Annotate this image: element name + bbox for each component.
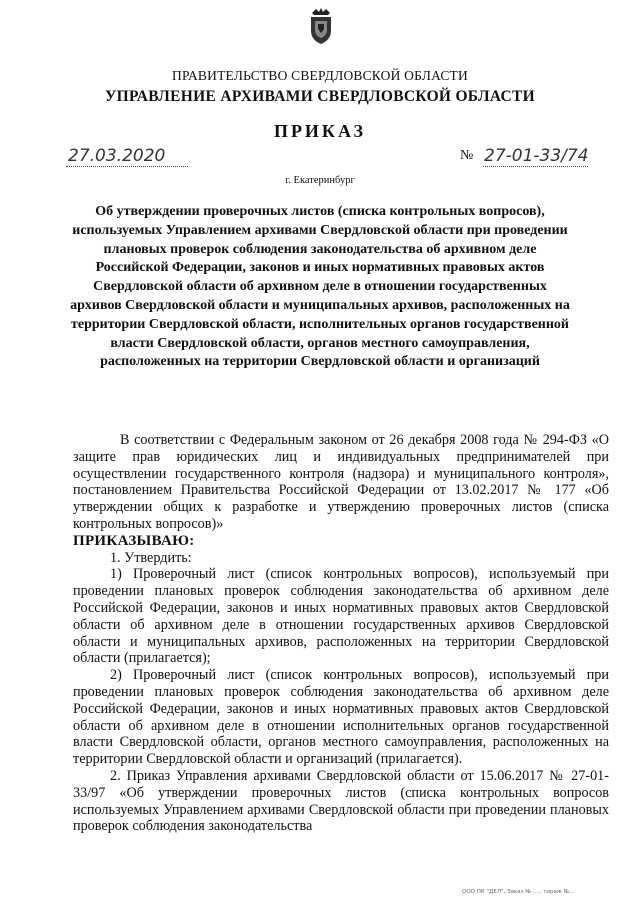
document-date: 27.03.2020 — [68, 146, 166, 166]
document-body — [73, 432, 609, 835]
print-footer: ООО ПК "ДЕЛ", Заказ № ...., тираж №... — [462, 889, 575, 895]
coat-of-arms-icon — [308, 6, 334, 46]
number-underline — [483, 166, 588, 167]
item-1: 1. Утвердить: — [110, 549, 192, 566]
city: г. Екатеринбург — [285, 175, 355, 186]
document-title: Об утверждении проверочных листов (списка контрольных вопросов), используемых Управлением архивами Свердловской области при проведении плановых проверок соблюдения законодательства об архивном деле Российской Федерации, законов и иных нормативных правовых актов Свердловской области об архивном деле в отношении государственных архивов Свердловской области и муниципальных архивов, расположенных на территории Свердловской области, исполнительных органов государственной власти Свердловской области, органов местного самоуправления, расположенных на территории Свердловской области и организаций — [70, 204, 570, 370]
order-heading: ПРИКАЗЫВАЮ: — [73, 532, 195, 549]
date-underline — [66, 166, 188, 167]
document-type: ПРИКАЗ — [273, 121, 367, 141]
number-label: № — [460, 148, 474, 163]
preamble: В соответствии с Федеральным законом от 26 декабря 2008 года № 294-ФЗ «О защите прав юридических лиц и индивидуальных предпринимателей при осуществлении государственного контроля (надзора) и муниципального контроля», постановлением Правительства Российской Федерации от 13.02.2017 № 177 «Об утверждении общих к разработке и утверждению проверочных листов (списка контрольных вопросов)» — [73, 432, 609, 532]
item-1-1: 1) Проверочный лист (список контрольных вопросов), используемый при проведении плановых проверок соблюдения законодательства об архивном деле Российской Федерации, законов и иных нормативных правовых актов Свердловской области об архивном деле в отношении государственных архивов Свердловской области и муниципальных архивов, расположенных на территории Свердловской области (прилагается); — [73, 566, 609, 667]
item-1-2: 2) Проверочный лист (список контрольных вопросов), используемый при проведении плановых проверок соблюдения законодательства об архивном деле Российской Федерации, законов и иных нормативных правовых актов Свердловской области об архивном деле в отношении исполнительных органов государственной власти Свердловской области, органов местного самоуправления, расположенных на территории Свердловской области и организаций (прилагается). — [73, 667, 609, 768]
department-name: УПРАВЛЕНИЕ АРХИВАМИ СВЕРДЛОВСКОЙ ОБЛАСТИ — [104, 88, 536, 105]
document-number: 27-01-33/74 — [484, 146, 589, 166]
government-name: ПРАВИТЕЛЬСТВО СВЕРДЛОВСКОЙ ОБЛАСТИ — [172, 68, 468, 83]
item-2: 2. Приказ Управления архивами Свердловской области от 15.06.2017 № 27-01-33/97 «Об утверждении проверочных листов (списка контрольных вопросов используемых Управлением архивами Свердловской области при проведении плановых проверок соблюдения законодательства — [73, 767, 609, 835]
